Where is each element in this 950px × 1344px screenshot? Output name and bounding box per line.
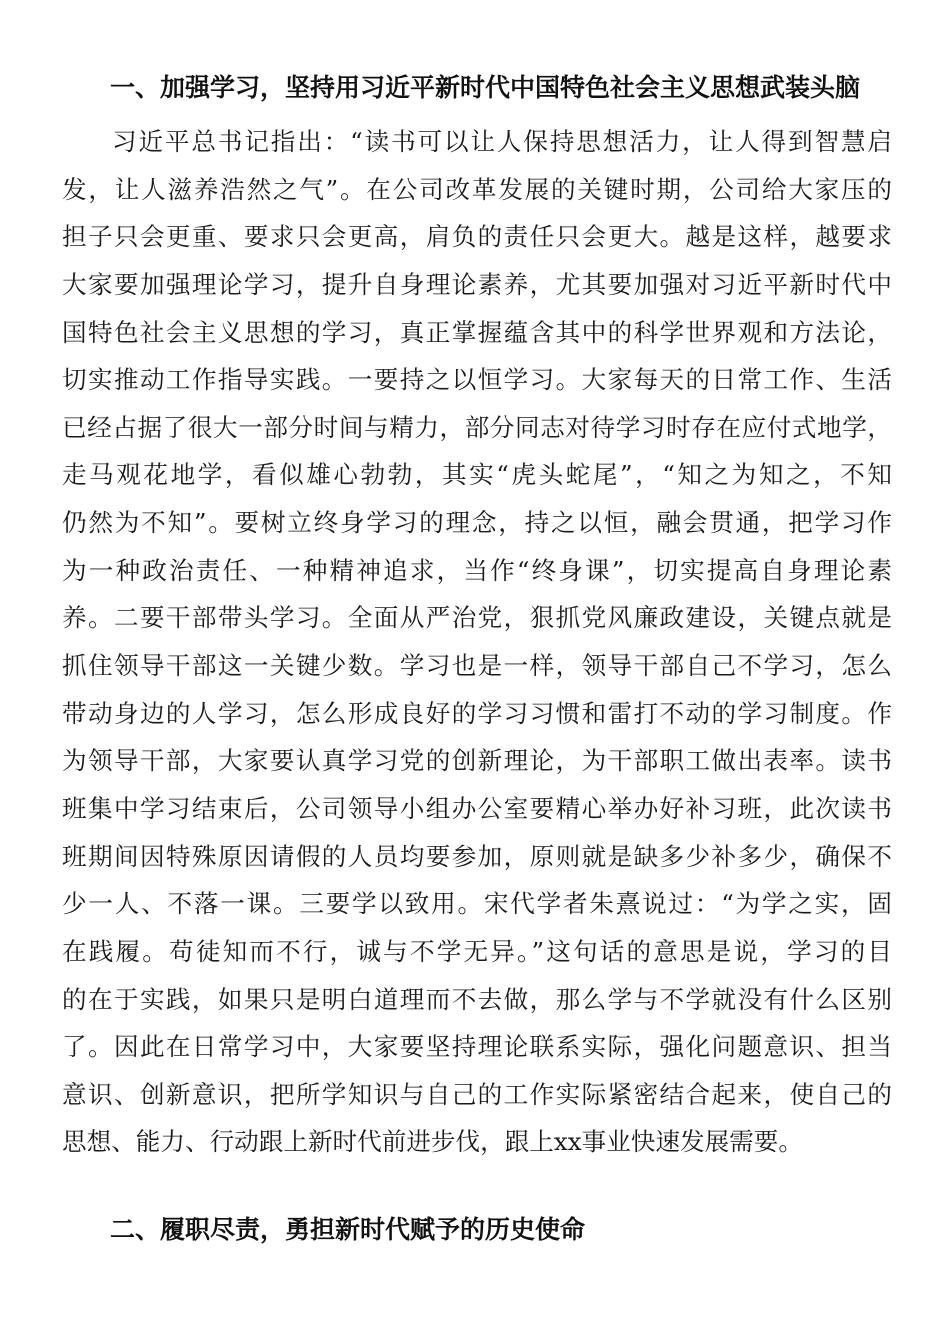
section-2-heading: 二、履职尽责，勇担新时代赋予的历史使命 [110,1215,586,1244]
paragraph-line: 习近平总书记指出：“读书可以让人保持思想活力，让人得到智慧启 [112,127,892,156]
paragraph-line: 已经占据了很大一部分时间与精力，部分同志对待学习时存在应付式地学， [62,412,892,442]
paragraph-line: 班集中学习结束后，公司领导小组办公室要精心举办好补习班，此次读书 [62,793,892,823]
paragraph-line: 的在于实践，如果只是明白道理而不去做，那么学与不学就没有什么区别 [62,984,892,1014]
paragraph-line: 意识、创新意识，把所学知识与自己的工作实际紧密结合起来，使自己的 [62,1079,892,1109]
paragraph-line: 在践履。苟徒知而不行，诚与不学无异。”这句话的意思是说，学习的目 [62,936,892,966]
paragraph-line: 发，让人滋养浩然之气”。在公司改革发展的关键时期，公司给大家压的 [62,174,892,204]
paragraph-line: 为领导干部，大家要认真学习党的创新理论，为干部职工做出表率。读书 [62,746,892,776]
paragraph-line: 为一种政治责任、一种精神追求，当作“终身课”，切实提高自身理论素 [62,555,892,585]
section-1-heading: 一、加强学习，坚持用习近平新时代中国特色社会主义思想武装头脑 [110,73,861,102]
paragraph-line: 担子只会更重、要求只会更高，肩负的责任只会更大。越是这样，越要求 [62,222,892,252]
paragraph-line: 思想、能力、行动跟上新时代前进步伐，跟上xx事业快速发展需要。 [62,1127,803,1157]
paragraph-line: 仍然为不知”。要树立终身学习的理念，持之以恒，融会贯通，把学习作 [62,508,892,538]
section-1-body [62,118,892,1166]
paragraph-line: 切实推动工作指导实践。一要持之以恒学习。大家每天的日常工作、生活 [62,365,892,395]
paragraph-line: 班期间因特殊原因请假的人员均要参加，原则就是缺多少补多少，确保不 [62,841,892,871]
paragraph-line: 抓住领导干部这一关键少数。学习也是一样，领导干部自己不学习，怎么 [62,651,892,681]
paragraph-line: 国特色社会主义思想的学习，真正掌握蕴含其中的科学世界观和方法论， [62,317,892,347]
paragraph-line: 带动身边的人学习，怎么形成良好的学习习惯和雷打不动的学习制度。作 [62,698,892,728]
paragraph-line: 了。因此在日常学习中，大家要坚持理论联系实际，强化问题意识、担当 [62,1032,892,1062]
paragraph-line: 养。二要干部带头学习。全面从严治党，狠抓党风廉政建设，关键点就是 [62,603,892,633]
paragraph-line: 少一人、不落一课。三要学以致用。宋代学者朱熹说过：“为学之实，固 [62,889,892,919]
paragraph-line: 走马观花地学，看似雄心勃勃，其实“虎头蛇尾”，“知之为知之，不知 [62,460,892,490]
paragraph-line: 大家要加强理论学习，提升自身理论素养，尤其要加强对习近平新时代中 [62,269,892,299]
